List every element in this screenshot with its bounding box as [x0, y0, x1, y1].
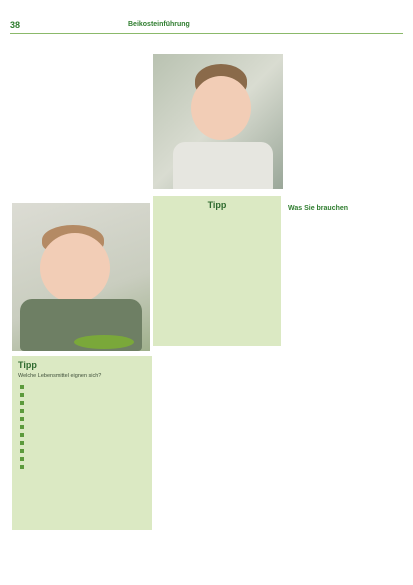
- tip-box-1: [153, 196, 281, 346]
- face-shape: [191, 76, 251, 140]
- tip-list-item: [12, 455, 152, 463]
- baby-photo-bottom: [12, 203, 150, 351]
- section-title: Beikosteinführung: [128, 21, 190, 28]
- bullet-icon: [20, 457, 24, 461]
- tip-box-2: [12, 356, 152, 530]
- article-text-col3-bottom: [288, 352, 406, 562]
- subheading: Was Sie brauchen: [288, 205, 349, 212]
- food-plate-shape: [74, 335, 134, 349]
- bullet-icon: [20, 465, 24, 469]
- tip-intro: Welche Lebensmittel eignen sich?: [18, 373, 102, 379]
- shirt-shape: [173, 142, 273, 189]
- bullet-icon: [20, 393, 24, 397]
- tip-list: [12, 383, 152, 471]
- bullet-icon: [20, 425, 24, 429]
- bullet-icon: [20, 417, 24, 421]
- tip-list-item: [12, 463, 152, 471]
- page-number: 38: [10, 20, 21, 30]
- bullet-icon: [20, 385, 24, 389]
- tip-list-item: [12, 383, 152, 391]
- baby-photo-top: [153, 54, 283, 189]
- face-shape: [40, 233, 110, 303]
- header-rule: [10, 33, 403, 34]
- tip-list-item: [12, 399, 152, 407]
- article-text-col3-top: [288, 42, 406, 200]
- bullet-icon: [20, 409, 24, 413]
- article-text-col3-mid: [288, 214, 406, 346]
- bullet-icon: [20, 449, 24, 453]
- bullet-icon: [20, 401, 24, 405]
- tip-title: Tipp: [207, 200, 227, 210]
- tip-list-item: [12, 431, 152, 439]
- tip-text: [153, 210, 281, 216]
- tip-list-item: [12, 407, 152, 415]
- article-text-col1: [12, 42, 148, 194]
- article-text-col2-bottom: [158, 356, 282, 562]
- bullet-icon: [20, 433, 24, 437]
- tip-list-item: [12, 391, 152, 399]
- tip-list-item: [12, 439, 152, 447]
- tip-title: Tipp: [18, 360, 37, 370]
- tip-list-item: [12, 423, 152, 431]
- bullet-icon: [20, 441, 24, 445]
- tip-list-item: [12, 415, 152, 423]
- tip-list-item: [12, 447, 152, 455]
